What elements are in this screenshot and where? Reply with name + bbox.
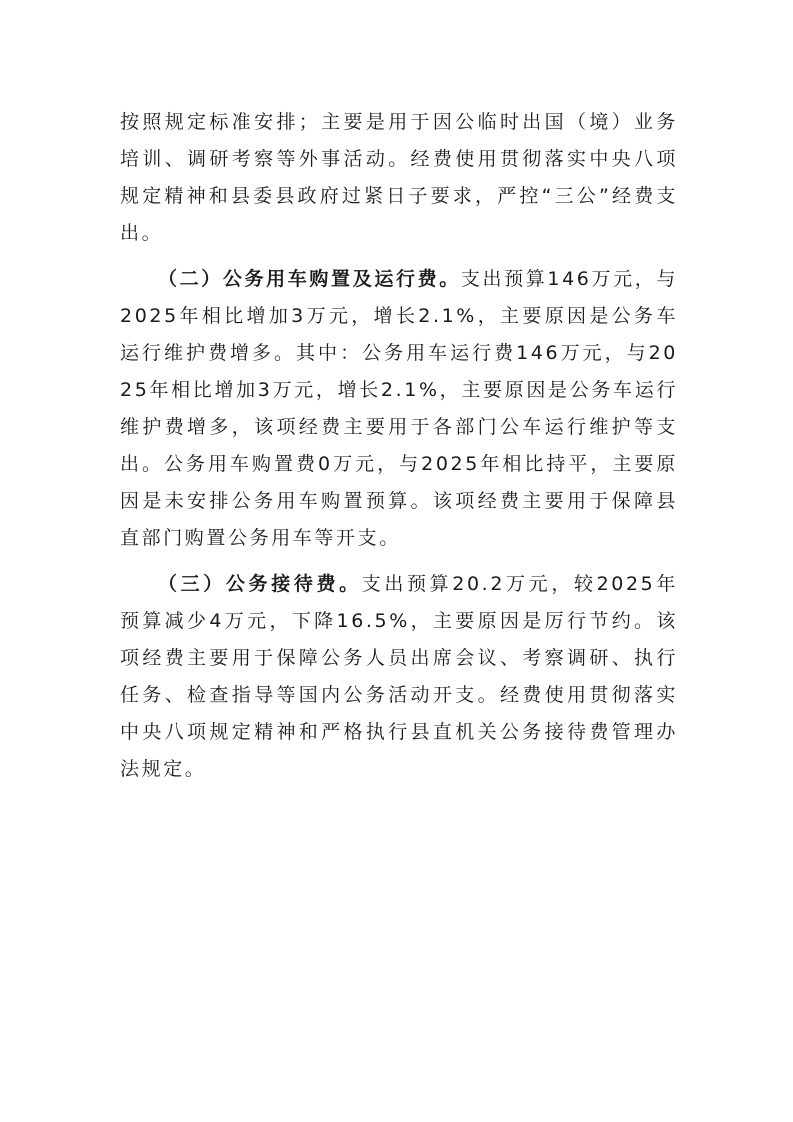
paragraph-foreign-travel xyxy=(120,104,678,252)
paragraph-reception-costs xyxy=(120,566,678,788)
document-page xyxy=(120,104,678,788)
paragraph-text: 支出预算20.2万元，较2025年预算减少4万元，下降16.5%，主要原因是厉行节约。该项经费主要用于保障公务人员出席会议、考察调研、执行任务、检查指导等国内公务活动开支。经费使用贯彻落实中央八项规定精神和严格执行县直机关公务接待费管理办法规定。 xyxy=(120,573,678,780)
paragraph-text: 按照规定标准安排；主要是用于因公临时出国（境）业务培训、调研考察等外事活动。经费使用贯彻落实中央八项规定精神和县委县政府过紧日子要求，严控“三公”经费支出。 xyxy=(120,111,678,244)
paragraph-text: 支出预算146万元，与2025年相比增加3万元，增长2.1%，主要原因是公务车运行维护费增多。其中：公务用车运行费146万元，与2025年相比增加3万元，增长2.1%，主要原因是公务车运行维护费增多，该项经费主要用于各部门公车运行维护等支出。公务用车购置费0万元，与2025年相比持平，主要原因是未安排公务用车购置预算。该项经费主要用于保障县直部门购置公务用车等开支。 xyxy=(120,268,678,549)
section-heading-vehicle: （二）公务用车购置及运行费。 xyxy=(158,268,461,290)
paragraph-vehicle-costs xyxy=(120,261,678,557)
section-heading-reception: （三）公务接待费。 xyxy=(158,573,362,595)
